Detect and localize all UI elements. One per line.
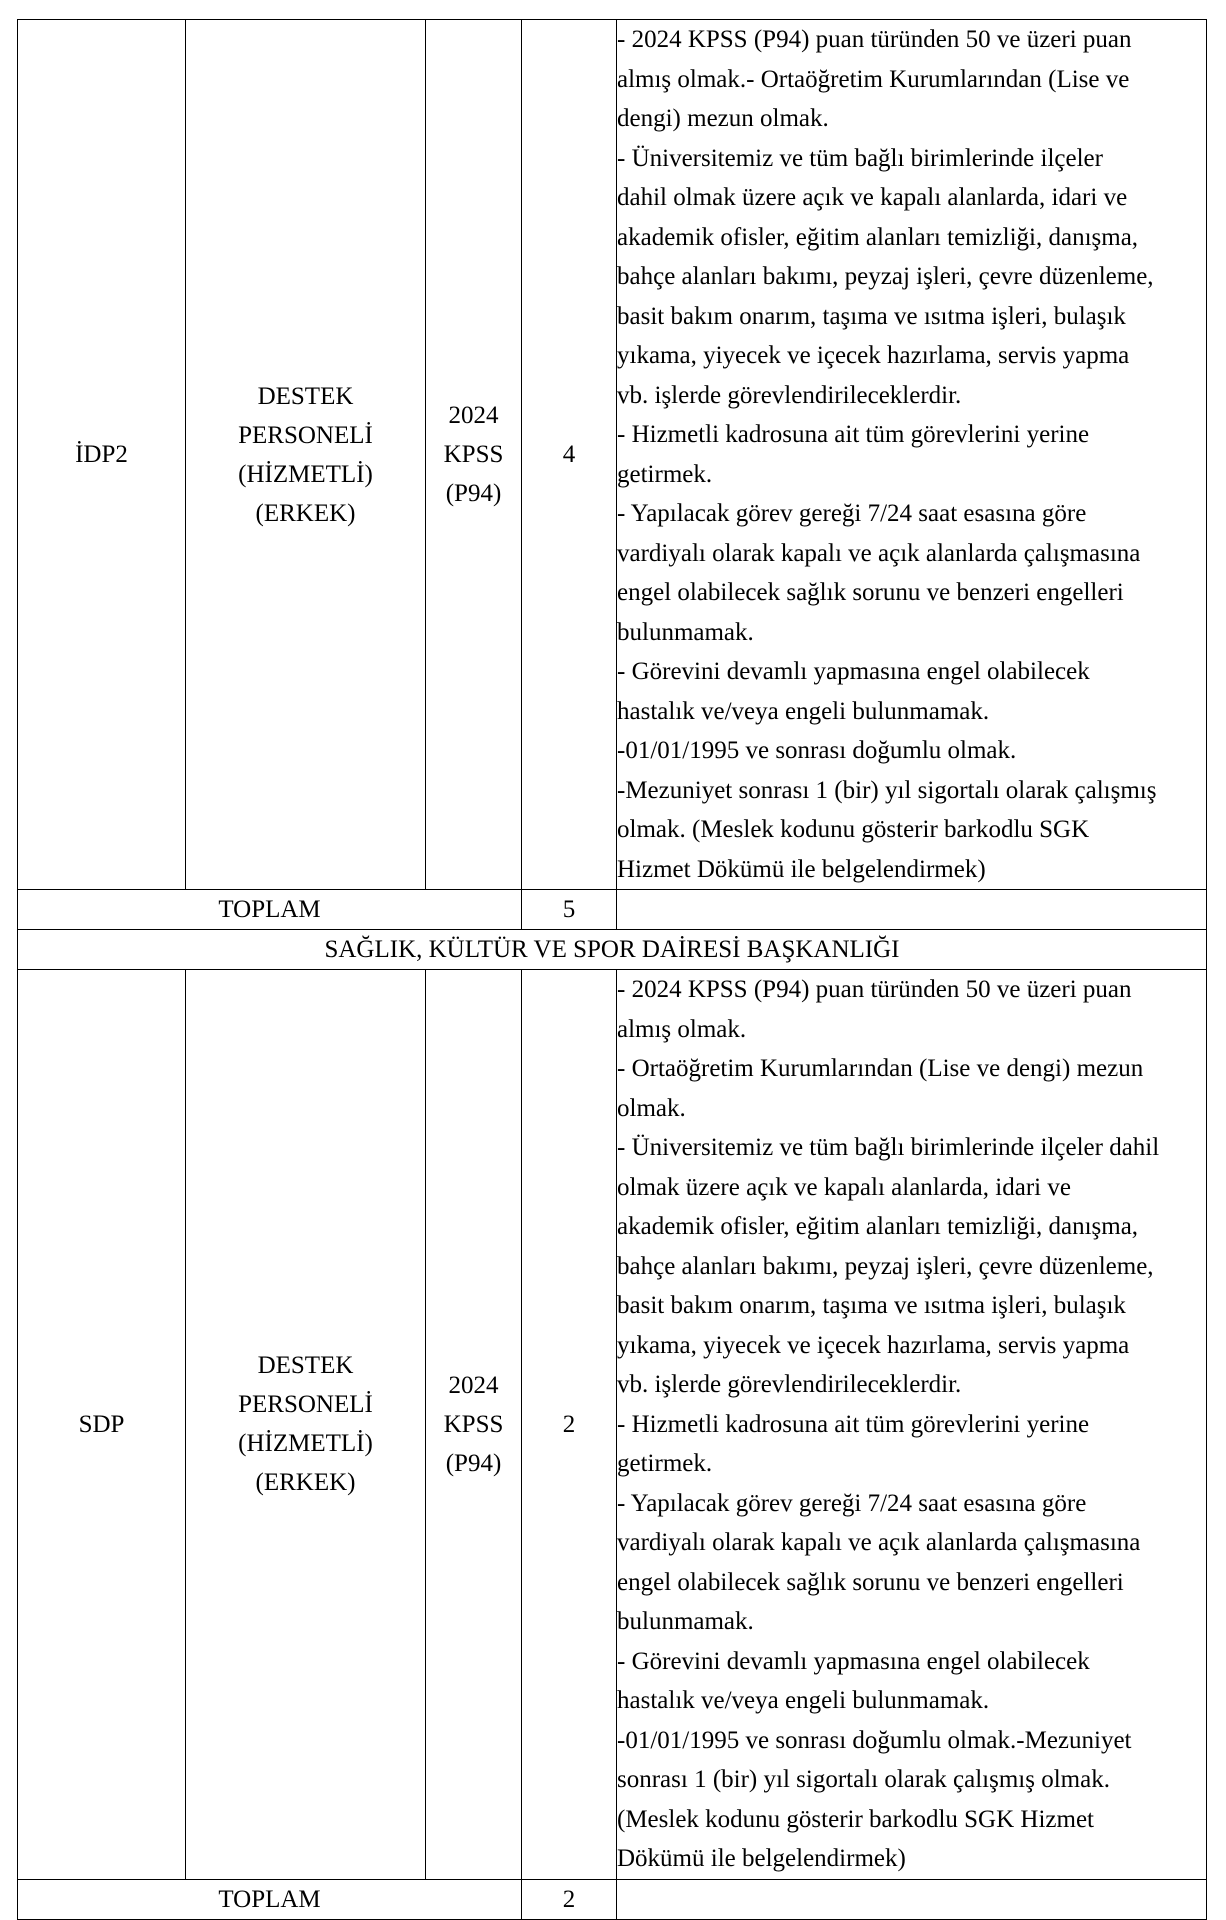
title-line: PERSONELİ bbox=[238, 1391, 373, 1419]
requirement-line: engel olabilecek sağlık sorunu ve benzeri engelleri bbox=[617, 579, 1124, 606]
title-line: DESTEK bbox=[257, 382, 354, 410]
total-label: TOPLAM bbox=[18, 890, 522, 930]
position-count: 2 bbox=[522, 970, 617, 1880]
requirement-line: - Üniversitemiz ve tüm bağlı birimlerinde ilçeler dahil bbox=[617, 1134, 1160, 1161]
total-row bbox=[18, 890, 1207, 930]
requirement-line: hastalık ve/veya engeli bulunmamak. bbox=[617, 1687, 990, 1714]
requirement-line: getirmek. bbox=[617, 460, 713, 488]
requirement-line: vb. işlerde görevlendirileceklerdir. bbox=[617, 1371, 962, 1398]
title-line: (HİZMETLİ) bbox=[238, 1430, 373, 1458]
position-count: 4 bbox=[522, 20, 617, 890]
total-empty-cell bbox=[617, 1879, 1207, 1919]
section-heading-row bbox=[18, 930, 1207, 970]
exam-type bbox=[426, 20, 522, 890]
requirement-line: bulunmamak. bbox=[617, 1608, 754, 1635]
requirement-line: bahçe alanları bakımı, peyzaj işleri, çevre düzenleme, bbox=[617, 263, 1154, 290]
requirement-line: - Hizmetli kadrosuna ait tüm görevlerini yerine bbox=[617, 421, 1090, 448]
requirement-line: vardiyalı olarak kapalı ve açık alanlarda çalışmasına bbox=[617, 539, 1141, 567]
position-title bbox=[186, 20, 426, 890]
requirement-line: - Hizmetli kadrosuna ait tüm görevlerini yerine bbox=[617, 1410, 1090, 1438]
requirement-line: olmak üzere açık ve kapalı alanlarda, idari ve bbox=[617, 1173, 1071, 1201]
title-line: (ERKEK) bbox=[255, 499, 356, 527]
exam-line: (P94) bbox=[445, 1449, 502, 1477]
total-count: 5 bbox=[522, 890, 617, 930]
requirement-line: Hizmet Dökümü ile belgelendirmek) bbox=[617, 855, 986, 883]
requirement-line: - Görevini devamlı yapmasına engel olabilecek bbox=[617, 658, 1090, 685]
requirement-line: - Ortaöğretim Kurumlarından (Lise ve dengi) mezun bbox=[617, 1055, 1144, 1082]
requirement-line: bahçe alanları bakımı, peyzaj işleri, çevre düzenleme, bbox=[617, 1252, 1154, 1280]
position-code: SDP bbox=[18, 970, 186, 1880]
requirement-line: - Üniversitemiz ve tüm bağlı birimlerinde ilçeler bbox=[617, 144, 1103, 172]
requirement-line: (Meslek kodunu gösterir barkodlu SGK Hizmet bbox=[617, 1805, 1095, 1833]
exam-line: (P94) bbox=[445, 480, 502, 507]
total-empty-cell bbox=[617, 890, 1207, 930]
exam-line: KPSS bbox=[443, 441, 504, 468]
requirement-line: engel olabilecek sağlık sorunu ve benzeri engelleri bbox=[617, 1568, 1124, 1596]
title-line: PERSONELİ bbox=[238, 421, 373, 449]
title-line: (HİZMETLİ) bbox=[238, 460, 373, 488]
title-line: DESTEK bbox=[257, 1352, 354, 1380]
requirement-line: -01/01/1995 ve sonrası doğumlu olmak.-Mezuniyet bbox=[617, 1726, 1132, 1754]
requirement-line: yıkama, yiyecek ve içecek hazırlama, servis yapma bbox=[617, 1331, 1130, 1359]
requirement-line: dahil olmak üzere açık ve kapalı alanlarda, idari ve bbox=[617, 184, 1128, 211]
requirement-line: basit bakım onarım, taşıma ve ısıtma işleri, bulaşık bbox=[617, 302, 1126, 330]
table-row bbox=[18, 20, 1207, 890]
requirement-line: akademik ofisler, eğitim alanları temizliği, danışma, bbox=[617, 223, 1139, 251]
title-line: (ERKEK) bbox=[255, 1469, 356, 1497]
requirement-line: dengi) mezun olmak. bbox=[617, 105, 829, 132]
requirement-line: - 2024 KPSS (P94) puan türünden 50 ve üzeri puan bbox=[617, 976, 1132, 1003]
requirement-line: getirmek. bbox=[617, 1450, 713, 1477]
requirement-line: - 2024 KPSS (P94) puan türünden 50 ve üzeri puan bbox=[617, 26, 1132, 53]
requirement-line: yıkama, yiyecek ve içecek hazırlama, servis yapma bbox=[617, 342, 1130, 369]
total-row bbox=[18, 1879, 1207, 1919]
section-heading: SAĞLIK, KÜLTÜR VE SPOR DAİRESİ BAŞKANLIĞI bbox=[18, 930, 1207, 970]
requirement-line: akademik ofisler, eğitim alanları temizliği, danışma, bbox=[617, 1213, 1139, 1240]
requirement-line: - Yapılacak görev gereği 7/24 saat esasına göre bbox=[617, 1489, 1087, 1517]
requirement-line: hastalık ve/veya engeli bulunmamak. bbox=[617, 697, 990, 725]
requirements-cell bbox=[617, 970, 1207, 1880]
total-count: 2 bbox=[522, 1879, 617, 1919]
exam-line: 2024 bbox=[448, 402, 499, 429]
table-row bbox=[18, 970, 1207, 1880]
requirement-line: bulunmamak. bbox=[617, 618, 754, 646]
position-code: İDP2 bbox=[18, 20, 186, 890]
requirement-line: - Yapılacak görev gereği 7/24 saat esasına göre bbox=[617, 500, 1087, 527]
exam-line: KPSS bbox=[443, 1410, 504, 1438]
requirement-line: sonrası 1 (bir) yıl sigortalı olarak çalışmış olmak. bbox=[617, 1766, 1110, 1793]
requirement-line: almış olmak. bbox=[617, 1015, 747, 1043]
requirement-line: almış olmak.- Ortaöğretim Kurumlarından (Lise ve bbox=[617, 65, 1130, 93]
requirement-line: -Mezuniyet sonrası 1 (bir) yıl sigortalı olarak çalışmış bbox=[617, 776, 1157, 804]
requirement-line: olmak. (Meslek kodunu gösterir barkodlu SGK bbox=[617, 816, 1090, 843]
exam-line: 2024 bbox=[448, 1371, 499, 1399]
exam-type bbox=[426, 970, 522, 1880]
requirement-line: -01/01/1995 ve sonrası doğumlu olmak. bbox=[617, 737, 1017, 764]
position-title bbox=[186, 970, 426, 1880]
requirement-line: basit bakım onarım, taşıma ve ısıtma işleri, bulaşık bbox=[617, 1292, 1126, 1319]
requirement-line: vardiyalı olarak kapalı ve açık alanlarda çalışmasına bbox=[617, 1529, 1141, 1556]
requirement-line: Dökümü ile belgelendirmek) bbox=[617, 1845, 906, 1872]
position-table bbox=[17, 19, 1207, 1920]
requirement-line: - Görevini devamlı yapmasına engel olabilecek bbox=[617, 1647, 1090, 1675]
requirement-line: vb. işlerde görevlendirileceklerdir. bbox=[617, 381, 962, 409]
total-label: TOPLAM bbox=[18, 1879, 522, 1919]
requirements-cell bbox=[617, 20, 1207, 890]
requirement-line: olmak. bbox=[617, 1094, 686, 1122]
